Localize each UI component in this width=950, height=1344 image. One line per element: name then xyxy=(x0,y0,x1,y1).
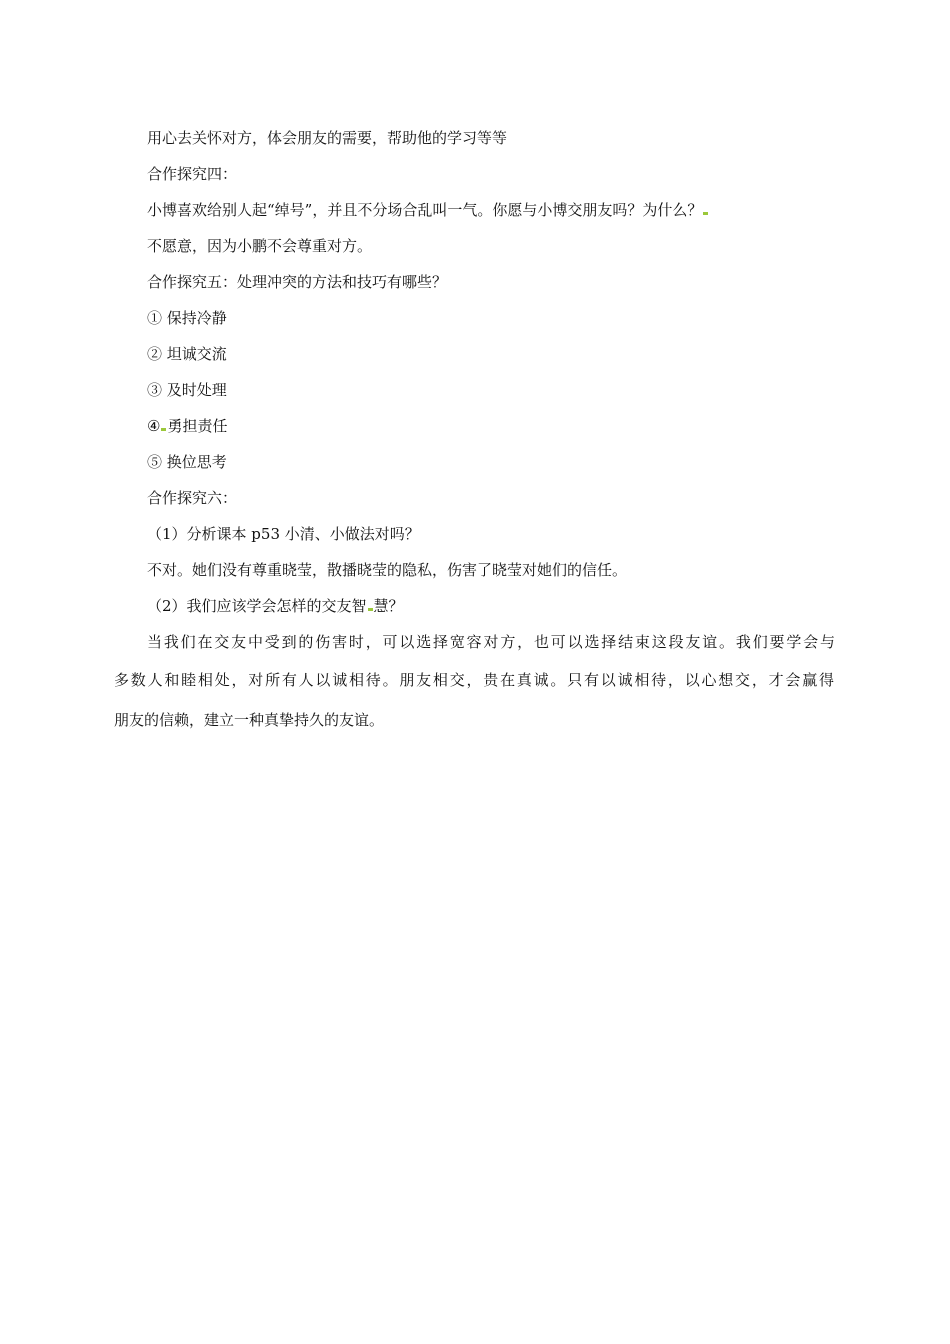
question-text-end: 慧？ xyxy=(373,597,404,615)
answer-line: 不愿意，因为小鹏不会尊重对方。 xyxy=(147,237,373,255)
question-line xyxy=(147,596,404,616)
question-text: （2）我们应该学会怎样的交友智 xyxy=(147,597,367,615)
section-heading-4: 合作探究四： xyxy=(147,165,238,183)
list-item xyxy=(147,416,227,436)
list-item: ② 坦诚交流 xyxy=(147,345,227,363)
paragraph-line: 朋友的信赖，建立一种真挚持久的友谊。 xyxy=(114,711,385,729)
list-marker: ④ xyxy=(147,417,161,435)
list-item: ⑤ 换位思考 xyxy=(147,453,227,471)
question-text: 小博喜欢给别人起“绰号”，并且不分场合乱叫一气。你愿与小博交朋友吗？为什么？ xyxy=(147,201,703,219)
list-item: ③ 及时处理 xyxy=(147,381,227,399)
answer-line: 不对。她们没有尊重晓莹，散播晓莹的隐私，伤害了晓莹对她们的信任。 xyxy=(147,561,628,579)
paragraph-line: 多数人和睦相处，对所有人以诚相待。朋友相交，贵在真诚。只有以诚相待，以心想交，才会赢得 xyxy=(114,671,834,689)
text-line: 用心去关怀对方，体会朋友的需要，帮助他的学习等等 xyxy=(147,129,508,147)
paragraph-line: 当我们在交友中受到的伤害时，可以选择宽容对方，也可以选择结束这段友谊。我们要学会与 xyxy=(147,633,835,651)
list-item-text: 勇担责任 xyxy=(167,417,228,435)
edit-mark-icon xyxy=(161,428,166,431)
section-heading-5: 合作探究五：处理冲突的方法和技巧有哪些？ xyxy=(147,273,448,291)
section-heading-6: 合作探究六： xyxy=(147,489,238,507)
edit-mark-icon xyxy=(368,608,373,611)
question-line: （1）分析课本 p53 小清、小做法对吗？ xyxy=(147,525,420,543)
question-line xyxy=(147,200,709,220)
edit-mark-icon xyxy=(703,212,708,215)
list-item: ① 保持冷静 xyxy=(147,309,227,327)
